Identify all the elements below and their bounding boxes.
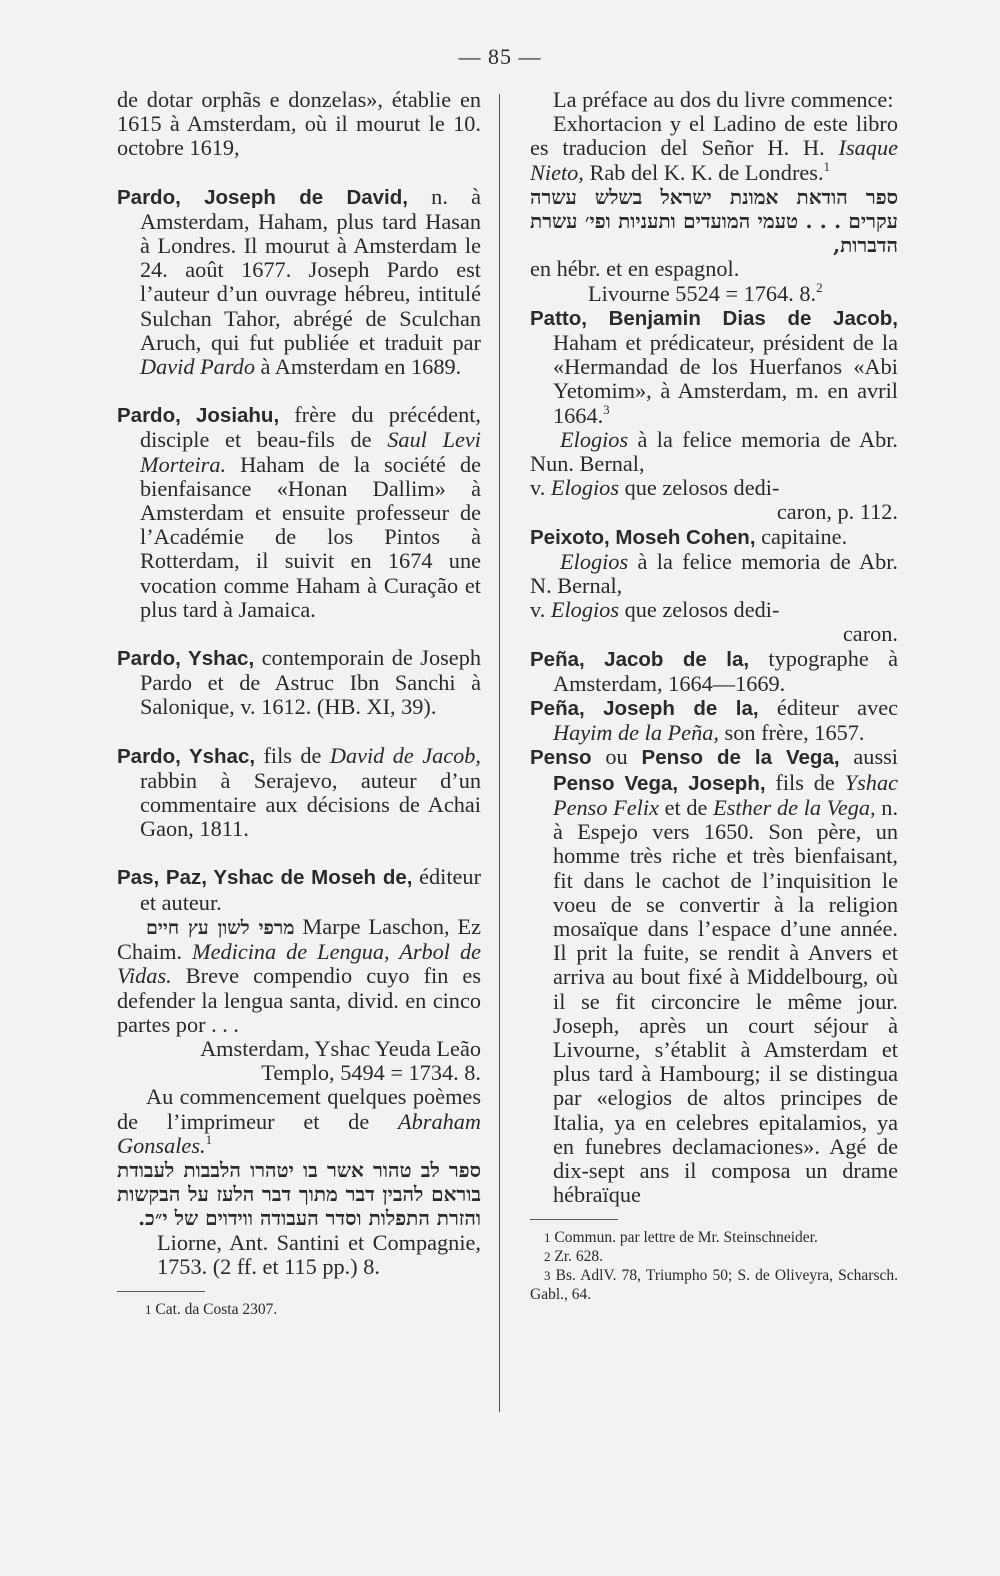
book-imprint-2: Liorne, Ant. Santini et Compagnie, 1753. (2 ff. et 115 pp.) 8.: [157, 1229, 481, 1279]
entry-heading: Peña, Jacob de la,: [530, 647, 750, 671]
preface-intro: La préface au dos du livre commence:: [553, 87, 894, 112]
entry-heading: Peña, Joseph de la,: [530, 697, 759, 721]
entry-penso-joseph: Penso ou Penso de la Vega, aussi Penso Vega, Joseph, fils de Yshac Penso Felix et de Esther de la Vega, n. à Espejo vers 1650. Son père, un homme très riche et très bienfaisant, fit dans le cachot de l’inquisition le voeu de se convertir à la religion mosaïque dans l’espace d’une année. Il prit la fuite, se rendit à Anvers et arriva au bout fixé à Middelbourg, où il se fit circoncire le même jour. Joseph, après un court séjour à Livourne, s’établit à Amsterdam et plus tard à Hambourg; il se distingua par «elogios de altos principes de Italia, ya en celebres epitalamios, ya en funebres declamaciones». Agé de dix-sept ans il composa un drame hébraïque: [530, 744, 899, 1208]
see-also: v. Elogios que zelosos dedi-: [530, 475, 780, 501]
footnote-rule: [530, 1219, 618, 1220]
see-also: v. Elogios que zelosos dedi-: [530, 597, 780, 623]
entry-pardo-josiahu: Pardo, Josiahu, frère du précédent, disciple et beau-fils de Saul Levi Morteira. Haham de la société de bienfaisance «Honan Dallim» à Amsterdam et ensuite professeur de l’Académie de los Pintos à Rotterdam, il suivit en 1674 une vocation comme Haham à Curação et plus tard à Jamaica.: [117, 402, 481, 622]
entry-patto-benjamin: Patto, Benjamin Dias de Jacob, Haham et prédicateur, président de la «Hermandad de los Huerfanos «Abi Yetomim», à Amsterdam, m. en avril 1664.$^3$: [530, 306, 898, 428]
work-elogios: Elogios à la felice memoria de Abr. Nun. Bernal,: [530, 426, 898, 477]
preface-quote: Exhortacion y el Ladino de este libro es traducion del Señor H. H. Isaque Nieto, Rab del K. K. de Londres.$^1$: [530, 111, 898, 185]
book-imprint: Livourne 5524 = 1764. 8.$^2$: [588, 279, 823, 306]
footnote-3: 3 Bs. AdlV. 78, Triumpho 50; S. de Oliveyra, Scharsch. Gabl., 64.: [530, 1267, 898, 1304]
hebrew-title-block: ספר הודאת אמונת ישראל בשלש עשרה עקרים . . . טעמי המועדים ותעניות ופי׳ עשרת הדברות,: [530, 184, 898, 258]
footnote-2: 2 Zr. 628.: [544, 1248, 604, 1266]
book-imprint: Amsterdam, Yshac Yeuda Leão Templo, 5494 = 1734. 8.: [200, 1035, 481, 1086]
entry-pena-jacob: Peña, Jacob de la, typographe à Amsterdam, 1664—1669.: [530, 645, 898, 696]
entry-heading: Pas, Paz, Yshac de Moseh de,: [117, 866, 413, 890]
language-note: en hébr. et en espagnol.: [530, 256, 740, 282]
work-elogios: Elogios à la felice memoria de Abr. N. Bernal,: [530, 548, 898, 599]
hebrew-title-block: ספר לב טהור אשר בו יטהרו הלבבות לעבודת בוראם להבין דבר מתוך דבר הלעז על הבקשות והזרת התפלות וסדר העבודה ווידוים של י״כ.: [117, 1157, 481, 1231]
entry-pardo-yshac-2: Pardo, Yshac, fils de David de Jacob, rabbin à Serajevo, auteur d’un commentaire aux décisions de Achai Gaon, 1811.: [117, 742, 482, 842]
hebrew-title: מרפי לשון עץ חיים: [146, 916, 295, 939]
footnote-rule: [117, 1291, 205, 1292]
left-column: [117, 88, 481, 1319]
column-divider: [499, 94, 500, 1412]
entry-heading: Pardo, Joseph de David,: [117, 185, 408, 209]
entry-heading: Pardo, Josiahu,: [117, 404, 280, 428]
book-note: Au commencement quelques poèmes de l’imprimeur et de Abraham Gonsales.$^1$: [117, 1084, 481, 1158]
entry-heading: Pardo, Yshac,: [117, 744, 256, 768]
see-also-end: caron, p. 112.: [776, 499, 898, 525]
entry-pena-joseph: Peña, Joseph de la, éditeur avec Hayim de la Peña, son frère, 1657.: [530, 695, 899, 746]
entry-heading: Pardo, Yshac,: [117, 647, 255, 671]
see-also-end: caron.: [842, 621, 898, 647]
book-title: מרפי לשון עץ חיים Marpe Laschon, Ez Chaim. Medicina de Lengua, Arbol de Vidas. Breve compendio cuyo fin es defender la lengua santa, divid. en cinco partes por . . .: [117, 913, 481, 1037]
page-number: — 85 —: [458, 44, 542, 69]
entry-peixoto-moseh: Peixoto, Moseh Cohen, capitaine.: [530, 523, 848, 549]
footnote: 1 Cat. da Costa 2307.: [145, 1300, 278, 1318]
footnote-1: 1 Commun. par lettre de Mr. Steinschneider.: [544, 1229, 818, 1247]
paragraph-continuation: de dotar orphãs e donzelas», établie en 1615 à Amsterdam, où il mourut le 10. octobre 1619,: [117, 87, 481, 161]
right-column: [530, 88, 898, 1304]
entry-heading: Patto,: [530, 306, 587, 330]
entry-pas-paz-yshac: Pas, Paz, Yshac de Moseh de, éditeur et auteur.: [117, 864, 481, 915]
entry-pardo-joseph: Pardo, Joseph de David, n. à Amsterdam, Haham, plus tard Hasan à Londres. Il mourut à Amsterdam le 24. août 1677. Joseph Pardo est l’auteur d’un ouvrage hébreu, intitulé Sulchan Tahor, abrégé de Sculchan Aruch, qui fut publiée et traduit par David Pardo à Amsterdam en 1689.: [117, 183, 481, 380]
entry-pardo-yshac-1: Pardo, Yshac, contemporain de Joseph Pardo et de Astruc Ibn Sanchi à Salonique, v. 1612. (HB. XI, 39).: [117, 645, 481, 720]
entry-heading: Penso: [530, 746, 592, 770]
entry-heading: Peixoto, Moseh Cohen,: [530, 525, 756, 549]
